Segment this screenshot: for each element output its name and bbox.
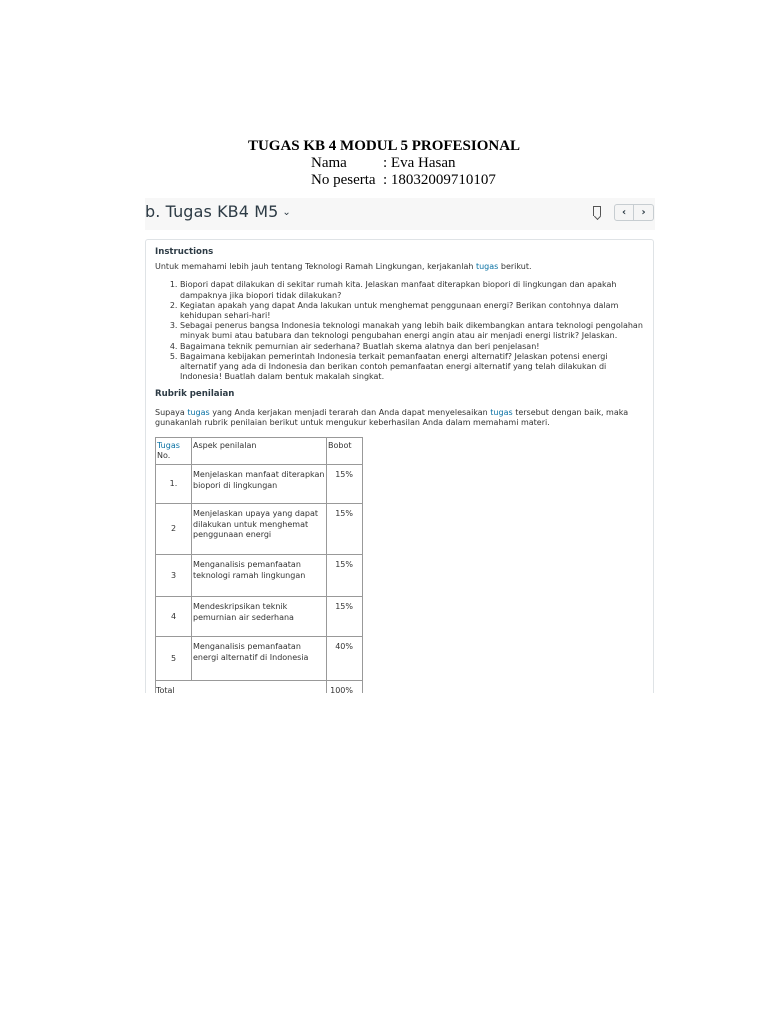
column-header-no: Tugas No. [156, 438, 192, 465]
table-row [156, 555, 363, 597]
row-bobot: 40% [327, 637, 363, 681]
row-aspek: Menganalisis pemanfaatan energi alternatif di Indonesia [192, 637, 327, 681]
table-row [156, 465, 363, 504]
document-header [0, 138, 768, 188]
name-value: : Eva Hasan [383, 155, 456, 171]
name-row [311, 155, 455, 172]
tugas-link[interactable]: Tugas [157, 441, 180, 451]
row-aspek: Mendeskripsikan teknik pemurnian air sederhana [192, 597, 327, 637]
list-item: 4. Bagaimana teknik pemurnian air sederhana? Buatlah skema alatnya dan beri penjelasan! [180, 342, 644, 352]
rubric-table [155, 437, 363, 693]
assignment-topbar [145, 198, 655, 230]
row-bobot: 15% [327, 465, 363, 504]
column-header-aspek: Aspek penilalan [192, 438, 327, 465]
assignment-heading-text: b. Tugas KB4 M5 [145, 202, 279, 221]
row-number: 5 [156, 637, 192, 681]
instructions-title: Instructions [155, 247, 214, 257]
row-aspek: Menganalisis pemanfaatan teknologi ramah lingkungan [192, 555, 327, 597]
instructions-panel [145, 239, 654, 693]
column-header-bobot: Bobot [327, 438, 363, 465]
participant-number-row [311, 172, 496, 189]
assignment-heading[interactable] [145, 202, 291, 221]
list-item: 1. Biopori dapat dilakukan di sekitar rumah kita. Jelaskan manfaat diterapkan biopori di lingkungan dan apakah dampaknya jika biopori tidak dilakukan? [180, 280, 644, 300]
total-value: 100% [327, 681, 363, 693]
row-aspek: Menjelaskan upaya yang dapat dilakukan untuk menghemat penggunaan energi [192, 504, 327, 555]
task-list [155, 280, 644, 382]
table-row [156, 637, 363, 681]
instructions-intro: Untuk memahami lebih jauh tentang Teknologi Ramah Lingkungan, kerjakanlah tugas berikut. [155, 262, 532, 272]
row-bobot: 15% [327, 504, 363, 555]
next-button[interactable]: › [634, 204, 654, 221]
row-number: 3 [156, 555, 192, 597]
pager-buttons [614, 204, 655, 221]
chevron-down-icon[interactable]: ⌄ [282, 207, 291, 218]
list-item: 3. Sebagai penerus bangsa Indonesia teknologi manakah yang lebih baik dikembangkan antara teknologi pengolahan minyak bumi atau batubara dan teknologi pengubahan energi angin atau air menjadi energi listrik? Jelaskan. [180, 321, 644, 341]
list-item: 2. Kegiatan apakah yang dapat Anda lakukan untuk menghemat penggunaan energi? Berikan contohnya dalam kehidupan sehari-hari! [180, 301, 644, 321]
table-row [156, 597, 363, 637]
row-number: 2 [156, 504, 192, 555]
row-number: 4 [156, 597, 192, 637]
previous-button[interactable]: ‹ [614, 204, 634, 221]
rubric-title: Rubrik penilaian [155, 389, 235, 400]
table-row [156, 504, 363, 555]
tugas-link[interactable]: tugas [187, 407, 210, 417]
name-label: Nama [311, 155, 347, 171]
row-bobot: 15% [327, 597, 363, 637]
tugas-link[interactable]: tugas [475, 262, 499, 272]
embedded-lms-screenshot [145, 198, 655, 693]
row-bobot: 15% [327, 555, 363, 597]
tugas-link[interactable]: tugas [490, 407, 513, 417]
row-aspek: Menjelaskan manfaat diterapkan biopori di lingkungan [192, 465, 327, 504]
participant-number-value: : 18032009710107 [383, 172, 496, 188]
row-number: 1. [156, 465, 192, 504]
list-item: 5. Bagaimana kebijakan pemerintah Indonesia terkait pemanfaatan energi alternatif? Jelaskan potensi energi alternatif yang ada di Indonesia dan berikan contoh pemanfaatan energi alternatif yang telah dilakukan di Indonesia! Buatlah dalam bentuk makalah singkat. [180, 352, 644, 383]
participant-number-label: No peserta [311, 172, 376, 188]
rubric-intro: Supaya tugas yang Anda kerjakan menjadi terarah dan Anda dapat menyelesaikan tugas tersebut dengan baik, maka gunakanlah rubrik penilaian berikut untuk mengukur keberhasilan Anda dalam memahami materi. [155, 407, 629, 427]
table-total-row [156, 681, 363, 693]
document-title: TUGAS KB 4 MODUL 5 PROFESIONAL [247, 138, 521, 154]
table-header-row [156, 438, 363, 465]
total-label: Total [156, 681, 327, 693]
bookmark-icon[interactable] [593, 206, 601, 216]
